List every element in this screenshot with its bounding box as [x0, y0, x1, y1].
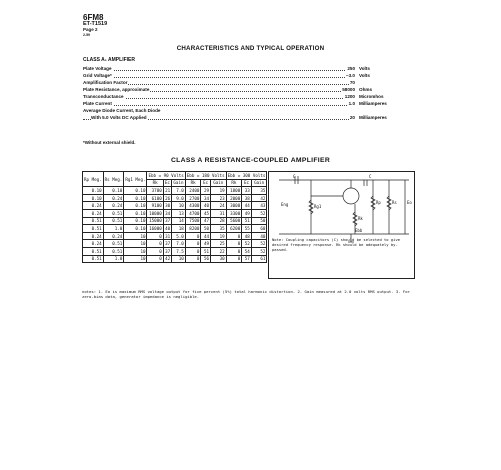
- table-cell: 16000: [147, 225, 163, 233]
- characteristic-label: Plate Voltage: [83, 66, 112, 71]
- table-cell: 40: [251, 232, 267, 240]
- characteristic-value: 250: [347, 66, 355, 71]
- table-cell: 54: [242, 247, 252, 255]
- table-cell: 57: [242, 255, 252, 263]
- table-cell: 0.51: [83, 217, 104, 225]
- table-cell: 0.10: [124, 209, 147, 217]
- table-cell: 2400: [185, 187, 201, 195]
- table-cell: 2000: [226, 194, 242, 202]
- table-subheader-cell: Gain: [251, 179, 267, 187]
- table-cell: 0.51: [83, 247, 104, 255]
- table-cell: 38: [242, 194, 252, 202]
- table-cell: 21: [165, 187, 171, 193]
- table-cell: 4300: [185, 202, 201, 210]
- table-cell: 28: [210, 217, 226, 225]
- table-cell: 22: [210, 247, 226, 255]
- characteristic-value: 70: [349, 80, 355, 85]
- table-header-cell: Rg1 Meg.: [124, 172, 147, 187]
- table-subheader-cell: Gain: [173, 180, 184, 186]
- table-cell: 1.0: [103, 255, 124, 263]
- table-cell: 0.10: [124, 194, 147, 202]
- table-cell: 19: [210, 232, 226, 240]
- label-rp: Rp: [376, 200, 381, 205]
- table-cell: 29: [201, 187, 211, 195]
- section-title: CHARACTERISTICS AND TYPICAL OPERATION: [176, 45, 325, 52]
- table-cell: 0.10: [103, 187, 124, 195]
- table-cell: 0.24: [103, 202, 124, 210]
- table-cell: 52: [242, 240, 252, 248]
- characteristic-label: Grid Voltage*: [83, 73, 112, 78]
- table-cell: 5600: [226, 217, 242, 225]
- table-cell: 7.0: [172, 187, 186, 195]
- table-cell: 0.24: [83, 202, 104, 210]
- table-cell: 3300: [226, 209, 242, 217]
- characteristic-row: [83, 115, 438, 122]
- table-cell: 0: [185, 240, 201, 248]
- table-cell: 0: [147, 240, 163, 248]
- characteristic-row: [83, 80, 438, 87]
- table-cell: 0: [185, 247, 201, 255]
- table-cell: 50: [201, 225, 211, 233]
- characteristic-row: [83, 66, 438, 73]
- table-cell: 18: [172, 225, 186, 233]
- table-row: [83, 194, 267, 202]
- table-cell: 14: [172, 217, 186, 225]
- table-cell: 2700: [185, 194, 201, 202]
- table-cell: 55: [242, 225, 252, 233]
- table-cell: 10000: [147, 209, 163, 217]
- table-cell: 42: [165, 256, 171, 262]
- table-cell: 30: [210, 255, 226, 263]
- table-subheader-cell: Rk: [226, 179, 242, 187]
- label-c2: C: [369, 174, 372, 179]
- table-cell: 60: [251, 225, 267, 233]
- table-cell: 43: [251, 202, 267, 210]
- table-row: [83, 187, 267, 195]
- table-cell: 10: [172, 255, 186, 263]
- date-code: 2-59: [83, 33, 91, 37]
- table-cell: 0.10: [124, 202, 147, 210]
- label-rs: Rs: [392, 200, 397, 205]
- table-cell: 19: [210, 187, 226, 195]
- table-cell: 8200: [185, 225, 201, 233]
- characteristic-value: 1200: [344, 94, 355, 99]
- table-cell: 0: [226, 247, 242, 255]
- table-cell: 56: [201, 255, 211, 263]
- table-header-cell: Rs Meg.: [103, 172, 124, 187]
- table-subheader-cell: Rk: [185, 179, 201, 187]
- characteristic-unit: Volts: [359, 73, 370, 78]
- table-cell: 52: [251, 247, 267, 255]
- table-row: [83, 225, 267, 233]
- table-cell: 61: [251, 255, 267, 263]
- table-row: [83, 202, 267, 210]
- table-cell: 50: [251, 217, 267, 225]
- table-cell: 7.5: [172, 247, 186, 255]
- table-cell: 7500: [185, 217, 201, 225]
- characteristic-unit: Milliamperes: [359, 101, 387, 106]
- table-cell: 0.51: [83, 225, 104, 233]
- table-cell: 42: [251, 194, 267, 202]
- table-cell: 31: [165, 233, 171, 239]
- table-cell: 0.24: [83, 232, 104, 240]
- table-cell: 0: [147, 247, 163, 255]
- table-cell: 31: [210, 209, 226, 217]
- table-cell: 23: [210, 194, 226, 202]
- table-row: [83, 240, 267, 248]
- table-cell: 48: [242, 232, 252, 240]
- table-row: [83, 232, 267, 240]
- table-cell: 9100: [147, 202, 163, 210]
- tube-type: 6FM8: [83, 13, 104, 22]
- table-cell: 0.51: [103, 247, 124, 255]
- table-header-row: [83, 172, 267, 180]
- table-cell: 5.0: [172, 232, 186, 240]
- table-cell: 7.0: [172, 240, 186, 248]
- label-eg: Eng: [281, 202, 289, 207]
- table-cell: 33: [242, 187, 252, 195]
- table-cell: 30: [165, 203, 171, 209]
- table-row: [83, 217, 267, 225]
- table-cell: 34: [201, 194, 211, 202]
- table-cell: 10: [124, 232, 147, 240]
- table-cell: 0.51: [103, 217, 124, 225]
- shield-footnote: *Without external shield.: [83, 140, 136, 145]
- class-a-label: CLASS A₁ AMPLIFIER: [83, 57, 135, 63]
- characteristic-unit: Ohms: [359, 87, 373, 92]
- table-cell: 0.51: [83, 255, 104, 263]
- table-header-cell: Ebb = 300 Volts: [227, 172, 266, 178]
- table-cell: 37: [165, 241, 171, 247]
- table-cell: 0.10: [83, 187, 104, 195]
- table-cell: 34: [165, 210, 171, 216]
- table-cell: 26: [165, 195, 171, 201]
- table-subheader-cell: Gain: [210, 179, 226, 187]
- characteristic-label: Average Diode Current, Each Diode: [83, 108, 161, 113]
- table-cell: 1.0: [103, 225, 124, 233]
- table-cell: 0.10: [124, 187, 147, 195]
- characteristic-label: With 5.0 Volts DC Applied: [91, 115, 147, 120]
- table-title: CLASS A RESISTANCE-COUPLED AMPLIFIER: [170, 157, 331, 164]
- characteristic-label: Transconductance: [83, 94, 124, 99]
- table-cell: 0.10: [124, 225, 147, 233]
- table-cell: 44: [201, 232, 211, 240]
- table-cell: 37: [165, 218, 171, 224]
- circuit-note: Note: Coupling capacitors (C) should be selected to give desired frequency response. Rk should be adequately by-passed.: [272, 237, 401, 253]
- table-cell: 51: [242, 217, 252, 225]
- table-row: [83, 247, 267, 255]
- table-cell: 0.10: [124, 217, 147, 225]
- table-cell: 45: [201, 209, 211, 217]
- table-cell: 3000: [226, 202, 242, 210]
- table-cell: 0: [226, 255, 242, 263]
- table-cell: 6200: [226, 225, 242, 233]
- table-cell: 6100: [147, 194, 163, 202]
- table-header-cell: Rp Meg.: [83, 172, 104, 187]
- table-cell: 0: [147, 232, 163, 240]
- table-cell: 37: [165, 248, 171, 254]
- circuit-schematic: [269, 172, 414, 278]
- table-cell: 0.24: [103, 232, 124, 240]
- characteristic-unit: Volts: [359, 66, 370, 71]
- table-cell: 4700: [185, 209, 201, 217]
- table-cell: 15000: [147, 217, 163, 225]
- table-cell: 10: [124, 240, 147, 248]
- circuit-diagram: [268, 171, 415, 279]
- table-cell: 44: [242, 202, 252, 210]
- table-cell: 51: [201, 247, 211, 255]
- label-rk: Rk: [358, 216, 363, 221]
- table-cell: 0: [226, 232, 242, 240]
- characteristic-row: [83, 108, 438, 115]
- table-header-cell: Ebb = 90 Volts: [148, 172, 184, 178]
- label-c1: C: [293, 174, 296, 179]
- table-row: [83, 255, 267, 263]
- document-id: ET-T1519: [83, 21, 108, 27]
- table-cell: 0.24: [103, 194, 124, 202]
- amplifier-table: [82, 171, 267, 263]
- table-cell: 0.24: [83, 240, 104, 248]
- label-eo: Eo: [407, 200, 412, 205]
- table-cell: 0: [185, 232, 201, 240]
- table-cell: 49: [242, 209, 252, 217]
- characteristic-label: Amplification Factor: [83, 80, 128, 85]
- table-cell: 40: [165, 225, 171, 231]
- table-cell: 9.0: [172, 194, 186, 202]
- table-cell: 47: [201, 217, 211, 225]
- characteristic-row: [83, 101, 438, 108]
- table-cell: 10: [172, 202, 186, 210]
- table-subheader-cell: Ec: [201, 179, 211, 187]
- table-cell: 1800: [226, 187, 242, 195]
- characteristic-label: Plate Current: [83, 101, 112, 106]
- table-cell: 52: [251, 209, 267, 217]
- table-cell: 0: [147, 255, 163, 263]
- table-cell: 13: [172, 209, 186, 217]
- characteristic-row: [83, 87, 438, 94]
- characteristic-row: [83, 94, 438, 101]
- label-rg1: Rg1: [314, 204, 322, 209]
- characteristic-value: −3.0: [345, 73, 355, 78]
- table-cell: 0: [185, 255, 201, 263]
- characteristic-label: Plate Resistance, approximate: [83, 87, 150, 92]
- table-subheader-cell: Rk: [147, 179, 163, 187]
- table-cell: 0.24: [83, 209, 104, 217]
- characteristic-unit: Milliamperes: [359, 115, 387, 120]
- table-cell: 49: [201, 240, 211, 248]
- table-subheader-cell: Ec: [242, 179, 252, 187]
- table-cell: 3700: [147, 187, 163, 195]
- characteristic-value: 58000: [342, 87, 355, 92]
- table-cell: 10: [124, 247, 147, 255]
- table-cell: 0.10: [83, 194, 104, 202]
- table-cell: 10: [124, 255, 147, 263]
- table-cell: 35: [251, 187, 267, 195]
- table-cell: 25: [210, 240, 226, 248]
- table-cell: 0.51: [103, 240, 124, 248]
- table-cell: 24: [210, 202, 226, 210]
- characteristic-value: 1.0: [348, 101, 355, 106]
- page-number: Page 2: [83, 27, 98, 32]
- characteristic-row: [83, 73, 438, 80]
- table-cell: 52: [251, 240, 267, 248]
- table-subheader-cell: Ec: [164, 180, 170, 186]
- table-cell: 35: [210, 225, 226, 233]
- table-header-cell: Ebb = 180 Volts: [186, 172, 225, 178]
- table-cell: 40: [201, 202, 211, 210]
- table-cell: 0.51: [103, 209, 124, 217]
- table-notes: notes: 1. Eo is maximum RMS voltage output for five percent (5%) total harmonic distortion. 2. Gain measured at 2.0 volts RMS output. 3. For zero-bias data, generator impedance is negligible.: [82, 289, 410, 300]
- table-cell: 0: [226, 240, 242, 248]
- label-ebb: Ebb: [355, 228, 363, 233]
- characteristic-value: 20: [349, 115, 355, 120]
- characteristic-unit: Micromhos: [359, 94, 384, 99]
- table-row: [83, 209, 267, 217]
